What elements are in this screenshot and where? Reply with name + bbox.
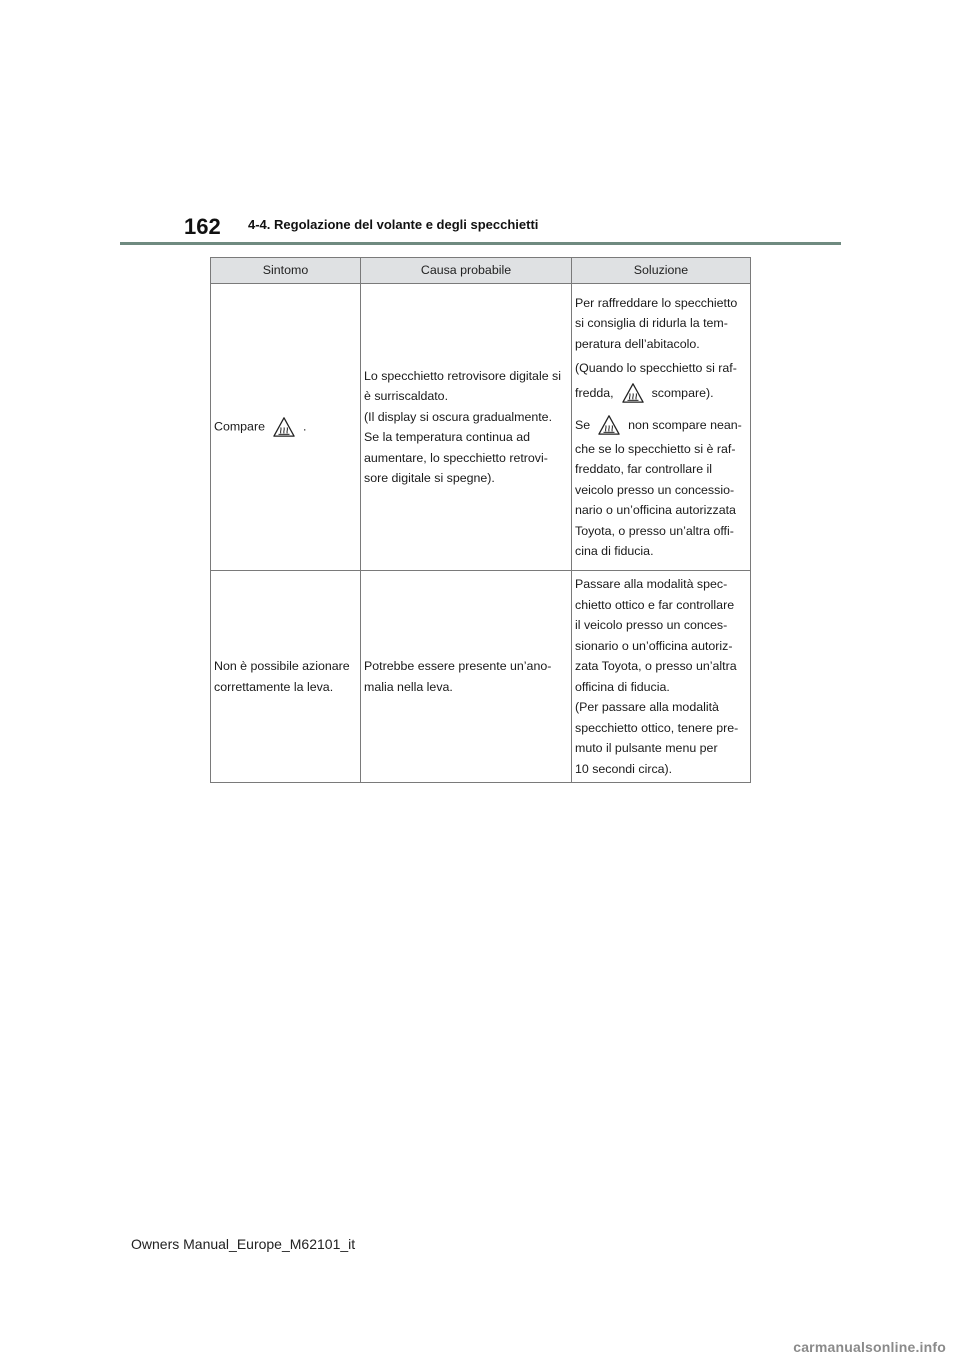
- solution-line: officina di fiducia.: [575, 679, 670, 694]
- solution-paragraph: [575, 293, 747, 355]
- solution-line: peratura dell’abitacolo.: [575, 336, 700, 351]
- solution-cell: [572, 571, 751, 783]
- solution-line: il veicolo presso un conces-: [575, 618, 728, 632]
- cause-cell: [361, 284, 572, 571]
- solution-line: (Per passare alla modalità: [575, 700, 719, 714]
- solution-line: Per raffreddare lo specchietto: [575, 295, 738, 310]
- solution-line: freddato, far controllare il: [575, 462, 713, 476]
- solution-line: veicolo presso un concessio-: [575, 482, 735, 497]
- section-title: 4-4. Regolazione del volante e degli specchietti: [248, 217, 539, 232]
- table-row: [211, 284, 751, 571]
- symptom-line: Non è possibile azionare: [214, 659, 350, 673]
- cause-line: malia nella leva.: [364, 679, 453, 694]
- cause-cell: [361, 571, 572, 783]
- solution-paragraph: [575, 358, 747, 407]
- cause-line: sore digitale si spegne).: [364, 471, 495, 485]
- solution-text-before-icon: Se: [575, 417, 591, 432]
- cause-line: aumentare, lo specchietto retrovi-: [364, 450, 548, 465]
- page-number: 162: [184, 214, 221, 239]
- table-header-row: [211, 258, 751, 284]
- solution-text-after-icon: non scompare nean-: [628, 417, 742, 432]
- solution-line-with-icon: [575, 411, 747, 439]
- solution-line: specchietto ottico, tenere pre-: [575, 720, 739, 735]
- solution-line: che se lo specchietto si è raf-: [575, 441, 736, 456]
- solution-line: muto il pulsante menu per: [575, 741, 718, 755]
- mirror-overheat-warning-icon: [273, 416, 295, 438]
- column-header-solution: Soluzione: [572, 258, 751, 284]
- cause-line: (Il display si oscura gradualmente.: [364, 409, 553, 424]
- solution-line: cina di fiducia.: [575, 544, 654, 558]
- symptom-text-before-icon: Compare: [214, 419, 265, 434]
- troubleshooting-table: [210, 257, 751, 783]
- symptom-line: correttamente la leva.: [214, 679, 334, 694]
- solution-line: chietto ottico e far controllare: [575, 597, 735, 612]
- solution-line: 10 secondi circa).: [575, 761, 673, 776]
- cause-line: Se la temperatura continua ad: [364, 430, 531, 444]
- solution-line: (Quando lo specchietto si raf-: [575, 361, 737, 375]
- cause-line: Lo specchietto retrovisore digitale si: [364, 368, 561, 383]
- cause-line: è surriscaldato.: [364, 389, 449, 403]
- header-divider: [120, 242, 841, 245]
- solution-line: zata Toyota, o presso un’altra: [575, 659, 737, 673]
- symptom-text-after-icon: .: [302, 419, 307, 434]
- solution-line: Passare alla modalità spec-: [575, 577, 728, 591]
- solution-line: nario o un’officina autorizzata: [575, 503, 736, 517]
- solution-text-before-icon: fredda,: [575, 385, 614, 400]
- solution-paragraph: [575, 411, 747, 562]
- mirror-overheat-warning-icon: [622, 382, 644, 404]
- column-header-symptom: Sintomo: [211, 258, 361, 284]
- symptom-cell: [211, 571, 361, 783]
- solution-line: Toyota, o presso un’altra offi-: [575, 523, 734, 538]
- solution-line: si consiglia di ridurla la tem-: [575, 316, 728, 330]
- footer-manual-id: Owners Manual_Europe_M62101_it: [131, 1236, 356, 1252]
- watermark: carmanualsonline.info: [793, 1339, 946, 1355]
- mirror-overheat-warning-icon: [598, 414, 620, 436]
- solution-line-with-icon: [575, 379, 747, 407]
- cause-line: Potrebbe essere presente un’ano-: [364, 659, 552, 673]
- symptom-cell: [211, 284, 361, 571]
- column-header-cause: Causa probabile: [361, 258, 572, 284]
- solution-cell: [572, 284, 751, 571]
- solution-line: sionario o un’officina autoriz-: [575, 638, 733, 653]
- solution-text-after-icon: scompare).: [651, 385, 714, 400]
- table-row: [211, 571, 751, 783]
